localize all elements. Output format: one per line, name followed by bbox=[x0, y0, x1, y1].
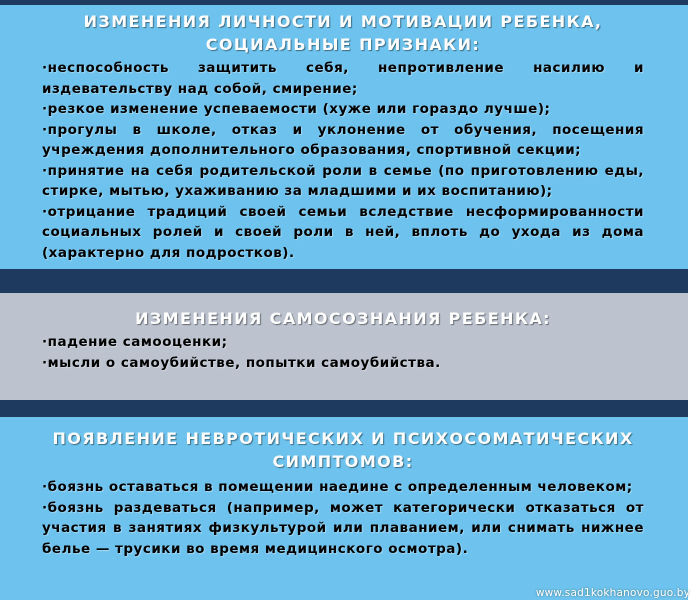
sign-list bbox=[42, 58, 644, 263]
section-self-awareness bbox=[0, 293, 688, 400]
list-item: ·прогулы в школе, отказ и уклонение от обучения, посещения учреждения дополнительного образования, спортивной секции; bbox=[42, 121, 644, 158]
section-title-line: ПОЯВЛЕНИЕ НЕВРОТИЧЕСКИХ И ПСИХОСОМАТИЧЕСКИХ bbox=[52, 429, 634, 448]
sign-list bbox=[42, 332, 644, 373]
list-item: ·неспособность защитить себя, непротивление насилию и издевательству над собой, смирение; bbox=[42, 60, 644, 97]
list-item: ·мысли о самоубийстве, попытки самоубийства. bbox=[42, 354, 441, 371]
section-title-line: ИЗМЕНЕНИЯ ЛИЧНОСТИ И МОТИВАЦИИ РЕБЕНКА, bbox=[83, 12, 603, 31]
list-item: ·отрицание традиций своей семьи вследствие несформированности социальных ролей и своей роли в ней, вплоть до ухода из дома (характерно для подростков). bbox=[42, 203, 644, 261]
section-title-line: СОЦИАЛЬНЫЕ ПРИЗНАКИ: bbox=[205, 35, 481, 54]
list-item: ·боязнь оставаться в помещении наедине с определенным человеком; bbox=[42, 479, 633, 495]
section-title bbox=[42, 293, 644, 330]
section-title bbox=[42, 417, 644, 473]
list-item: ·падение самооценки; bbox=[42, 334, 228, 350]
list-item: ·резкое изменение успеваемости (хуже или гораздо лучше); bbox=[42, 101, 551, 117]
section-personality-motivation bbox=[0, 5, 688, 269]
list-item: ·боязнь раздеваться (например, может категорически отказаться от участия в занятиях физкультурой или плаванием, или снимать нижнее белье — трусики во время медицинского осмотра). bbox=[42, 499, 644, 557]
section-neurotic-symptoms bbox=[0, 417, 688, 600]
section-title bbox=[42, 5, 644, 56]
section-title-line: СИМПТОМОВ: bbox=[272, 452, 414, 471]
watermark: www.sad1kokhanovo.guo.by bbox=[535, 587, 690, 599]
list-item: ·принятие на себя родительской роли в семье (по приготовлению еды, стирке, мытью, ухаживанию за младшими и их воспитанию); bbox=[42, 162, 644, 199]
section-title-line: ИЗМЕНЕНИЯ САМОСОЗНАНИЯ РЕБЕНКА: bbox=[135, 309, 551, 328]
sign-list bbox=[42, 477, 644, 559]
